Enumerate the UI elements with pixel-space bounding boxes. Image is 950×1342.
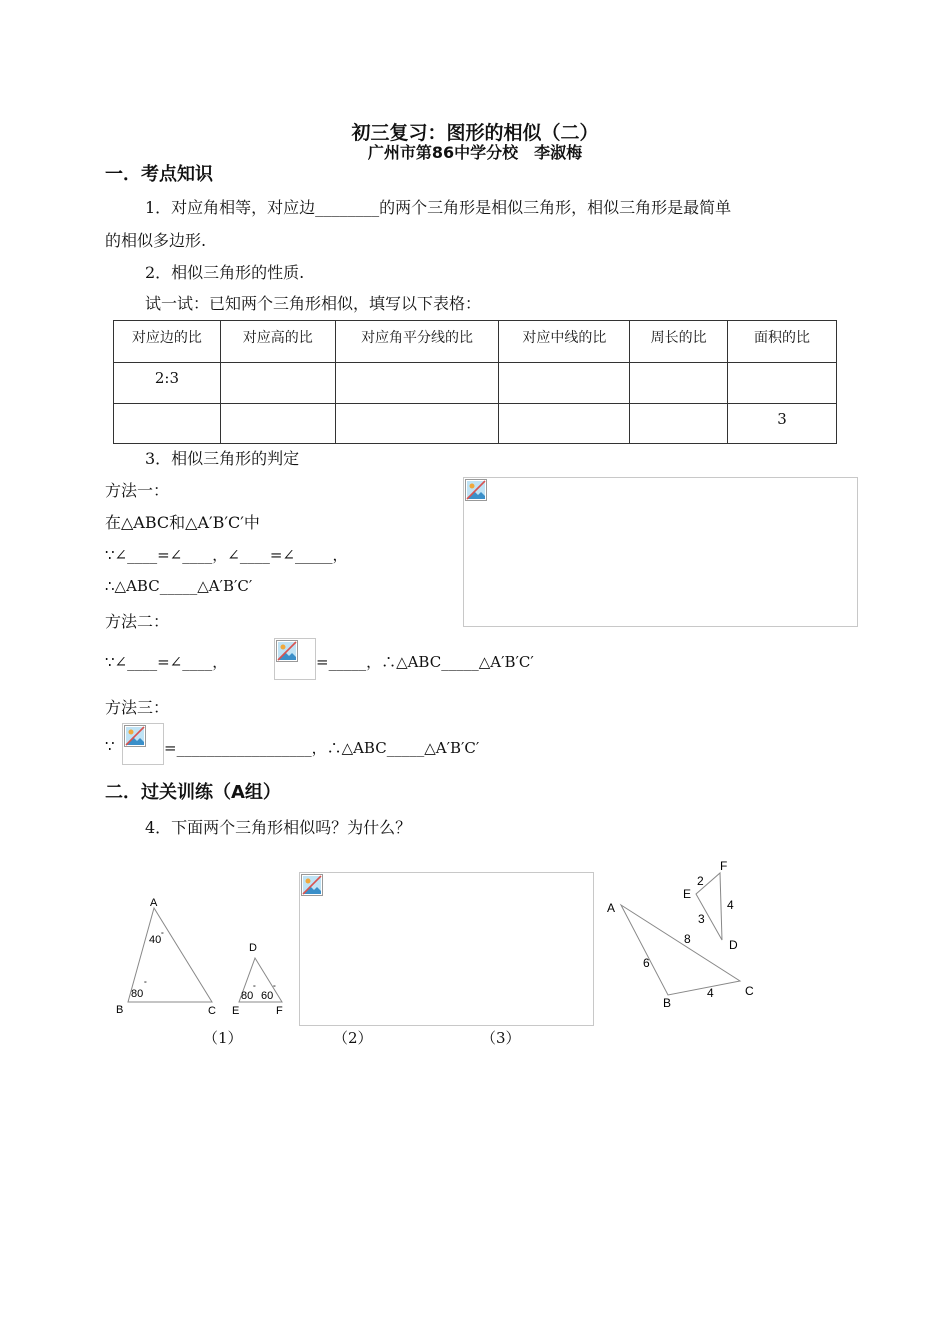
vertex-label: B xyxy=(116,1004,124,1016)
method-2-prefix: ∵∠____=∠____， xyxy=(105,653,228,671)
method-2-suffix: =_____，∴△ABC_____△A′B′C′ xyxy=(316,653,534,671)
table-header: 对应角平分线的比 xyxy=(335,321,499,363)
missing-image xyxy=(274,638,316,680)
caption-3: （3） xyxy=(481,1029,521,1047)
image-placeholder-icon xyxy=(276,640,298,662)
table-cell xyxy=(220,404,335,444)
method-3-prefix: ∵ xyxy=(105,737,115,755)
missing-image xyxy=(299,872,594,1026)
method-3-label: 方法三： xyxy=(105,698,170,717)
vertex-label: D xyxy=(249,942,257,954)
degree-mark: ° xyxy=(253,985,256,992)
side-label: 6 xyxy=(643,956,650,970)
method-1-label: 方法一： xyxy=(105,481,170,500)
vertex-label: D xyxy=(729,938,738,952)
method-1-line-3: ∴△ABC_____△A′B′C′ xyxy=(105,577,253,595)
table-cell xyxy=(499,404,630,444)
angle-label: 80 xyxy=(131,988,144,1000)
question-4: 4．下面两个三角形相似吗？为什么？ xyxy=(145,818,412,837)
paragraph-3: 试一试：已知两个三角形相似，填写以下表格： xyxy=(145,294,482,313)
degree-mark: ° xyxy=(273,985,276,992)
side-label: 4 xyxy=(707,986,714,1000)
table-cell xyxy=(499,363,630,404)
paragraph-4: 3．相似三角形的判定 xyxy=(145,449,300,468)
figure-1 xyxy=(108,890,298,1025)
missing-image xyxy=(122,723,164,765)
image-placeholder-icon xyxy=(301,874,323,896)
table-header: 对应高的比 xyxy=(220,321,335,363)
paragraph-1b: 的相似多边形. xyxy=(105,231,207,250)
table-cell: 3 xyxy=(728,404,837,444)
table-header: 对应边的比 xyxy=(114,321,221,363)
section-2-heading: 二．过关训练（A组） xyxy=(105,782,281,803)
vertex-label: F xyxy=(720,859,728,873)
table-cell xyxy=(220,363,335,404)
vertex-label: C xyxy=(745,984,754,998)
table-cell xyxy=(630,363,728,404)
side-label: 8 xyxy=(684,932,691,946)
vertex-label: A xyxy=(150,897,158,909)
degree-mark: ° xyxy=(144,981,147,988)
vertex-label: E xyxy=(683,887,692,901)
side-label: 4 xyxy=(727,898,734,912)
angle-label: 40 xyxy=(149,934,162,946)
table-header: 周长的比 xyxy=(630,321,728,363)
table-cell xyxy=(114,404,221,444)
page-subtitle: 广州市第86中学分校 李淑梅 xyxy=(367,143,583,162)
image-placeholder-icon xyxy=(124,725,146,747)
paragraph-1a: 1．对应角相等，对应边________的两个三角形是相似三角形，相似三角形是最简单 xyxy=(145,198,732,217)
caption-2: （2） xyxy=(333,1029,373,1047)
angle-label: 80 xyxy=(241,990,254,1002)
vertex-label: B xyxy=(663,996,672,1010)
side-label: 3 xyxy=(698,912,705,926)
triangle-abc-3 xyxy=(621,905,740,995)
table-header: 对应中线的比 xyxy=(499,321,630,363)
vertex-label: F xyxy=(276,1005,283,1017)
table-header: 面积的比 xyxy=(728,321,837,363)
vertex-label: C xyxy=(208,1005,216,1017)
caption-1: （1） xyxy=(203,1029,243,1047)
vertex-label: E xyxy=(232,1005,240,1017)
table-cell xyxy=(630,404,728,444)
page-title: 初三复习：图形的相似（二） xyxy=(351,122,599,144)
side-label: 2 xyxy=(697,874,704,888)
angle-label: 60 xyxy=(261,990,274,1002)
method-1-line-2: ∵∠____=∠____，∠____=∠_____， xyxy=(105,546,348,564)
table-cell xyxy=(335,363,499,404)
missing-image xyxy=(463,477,858,627)
table-cell xyxy=(728,363,837,404)
table-cell xyxy=(335,404,499,444)
ratio-table xyxy=(113,320,837,444)
vertex-label: A xyxy=(607,901,616,915)
image-placeholder-icon xyxy=(465,479,487,501)
section-1-heading: 一．考点知识 xyxy=(105,164,213,185)
degree-mark: ° xyxy=(161,932,164,939)
figure-3 xyxy=(600,855,770,1015)
method-2-label: 方法二： xyxy=(105,612,170,631)
method-1-line-1: 在△ABC和△A′B′C′中 xyxy=(105,513,260,532)
paragraph-2: 2．相似三角形的性质. xyxy=(145,263,305,282)
method-3-suffix: =__________________，∴△ABC_____△A′B′C′ xyxy=(164,739,480,757)
table-cell: 2:3 xyxy=(114,363,221,404)
